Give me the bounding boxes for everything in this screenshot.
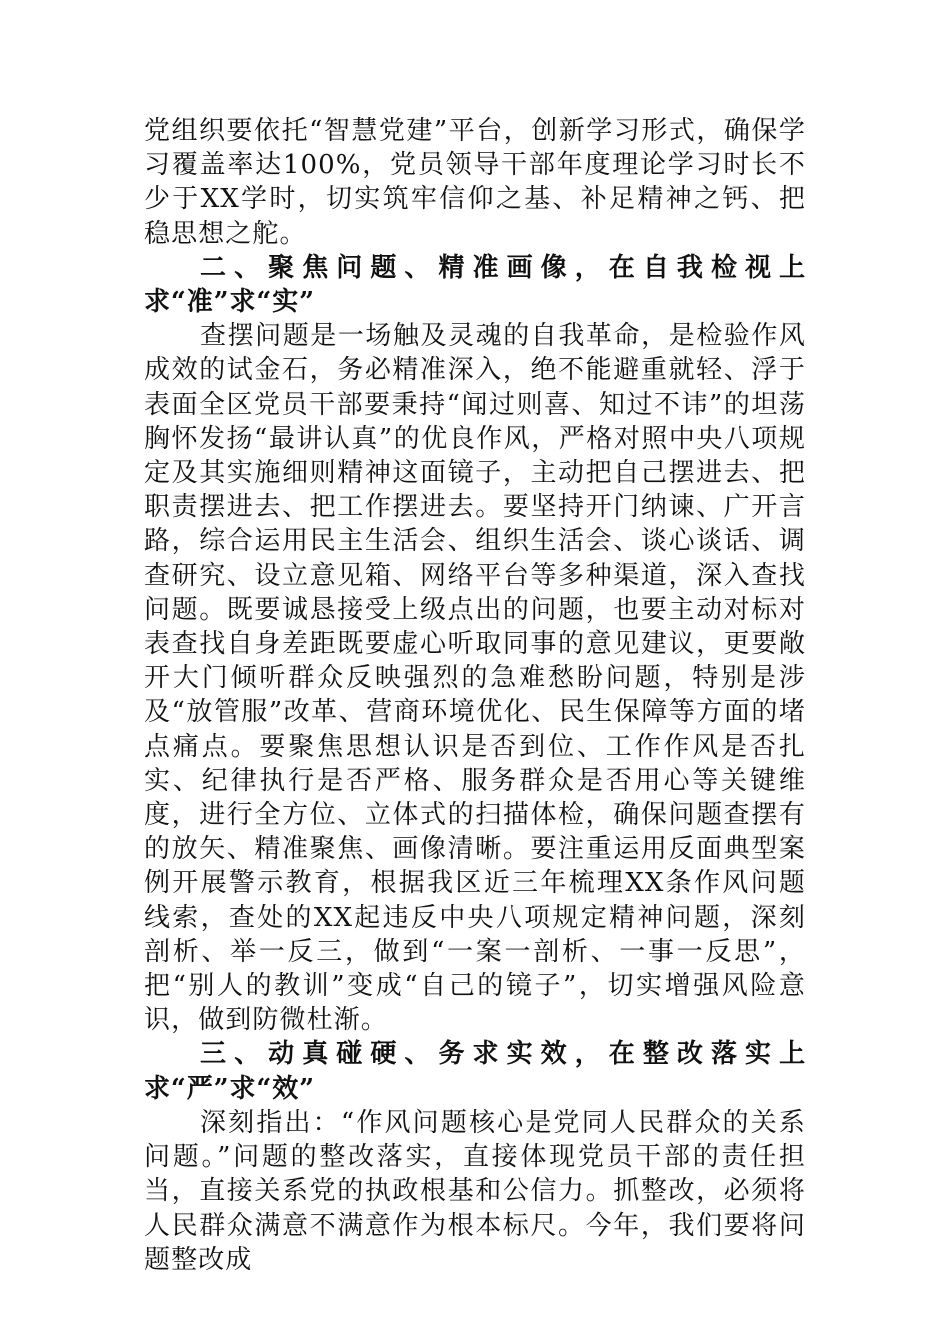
section-heading-2: 二、聚焦问题、精准画像，在自我检视上求“准”求“实”	[144, 252, 806, 318]
document-page	[144, 114, 806, 1277]
section-heading-3: 三、动真碰硬、务求实效，在整改落实上求“严”求“效”	[144, 1039, 806, 1104]
body-paragraph-problem-review: 查摆问题是一场触及灵魂的自我革命，是检验作风成效的试金石，务必精准深入，绝不能避重就轻、浮于表面全区党员干部要秉持“闻过则喜、知过不讳”的坦荡胸怀发扬“最讲认真”的优良作风，严格对照中央八项规定及其实施细则精神这面镜子，主动把自己摆进去、把职责摆进去、把工作摆进去。要坚持开门纳谏、广开言路，综合运用民主生活会、组织生活会、谈心谈话、调查研究、设立意见箱、网络平台等多种渠道，深入查找问题。既要诚恳接受上级点出的问题，也要主动对标对表查找自身差距既要虚心听取同事的意见建议，更要敞开大门倾听群众反映强烈的急难愁盼问题，特别是涉及“放管服”改革、营商环境优化、民生保障等方面的堵点痛点。要聚焦思想认识是否到位、工作作风是否扎实、纪律执行是否严格、服务群众是否用心等关键维度，进行全方位、立体式的扫描体检，确保问题查摆有的放矢、精准聚焦、画像清晰。要注重运用反面典型案例开展警示教育，根据我区近三年梳理XX条作风问题线索，查处的XX起违反中央八项规定精神问题，深刻剖析、举一反三，做到“一案一剖析、一事一反思”，把“别人的教训”变成“自己的镜子”，切实增强风险意识，做到防微杜渐。	[144, 321, 806, 1036]
body-paragraph-continuation: 党组织要依托“智慧党建”平台，创新学习形式，确保学习覆盖率达100%，党员领导干部年度理论学习时长不少于XX学时，切实筑牢信仰之基、补足精神之钙、把稳思想之舵。	[144, 116, 806, 249]
body-paragraph-rectification: 深刻指出：“作风问题核心是党同人民群众的关系问题。”问题的整改落实，直接体现党员干部的责任担当，直接关系党的执政根基和公信力。抓整改，必须将人民群众满意不满意作为根本标尺。今年，我们要将问题整改成	[144, 1107, 806, 1275]
